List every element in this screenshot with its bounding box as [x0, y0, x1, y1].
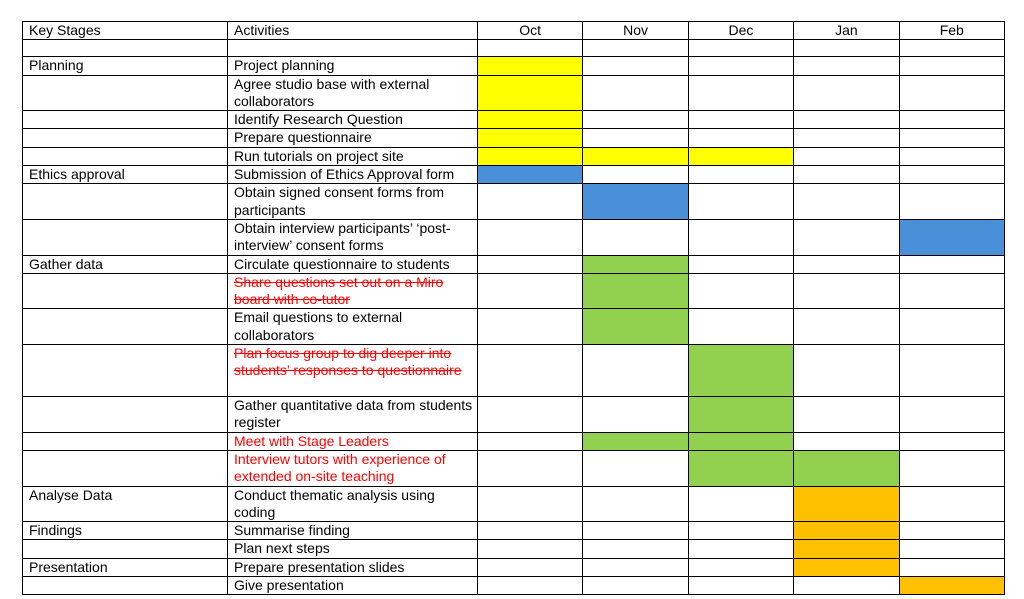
month-cell-feb	[899, 540, 1004, 558]
month-cell-jan	[794, 40, 899, 57]
month-cell-feb	[899, 255, 1004, 273]
month-cell-dec	[688, 184, 793, 220]
month-cell-dec	[688, 255, 793, 273]
activity-cell	[228, 40, 478, 57]
key-stage-cell	[23, 147, 228, 165]
month-cell-oct	[478, 450, 583, 486]
month-cell-jan	[794, 166, 899, 184]
key-stage-cell: Gather data	[23, 255, 228, 273]
month-cell-oct	[478, 255, 583, 273]
month-cell-jan	[794, 397, 899, 433]
month-cell-oct	[478, 345, 583, 397]
month-cell-nov	[583, 432, 688, 450]
activity-cell: Circulate questionnaire to students	[228, 255, 478, 273]
month-cell-jan	[794, 540, 899, 558]
table-row	[23, 111, 1005, 129]
month-cell-nov	[583, 40, 688, 57]
month-cell-oct	[478, 309, 583, 345]
key-stage-cell	[23, 75, 228, 111]
header-month-feb: Feb	[899, 22, 1004, 40]
month-cell-feb	[899, 184, 1004, 220]
key-stage-cell: Findings	[23, 522, 228, 540]
table-row	[23, 273, 1005, 309]
month-cell-nov	[583, 397, 688, 433]
activity-cell: Share questions set out on a Miro board with co-tutor	[228, 273, 478, 309]
header-row	[23, 22, 1005, 40]
header-month-jan: Jan	[794, 22, 899, 40]
month-cell-feb	[899, 577, 1004, 595]
activity-cell: Meet with Stage Leaders	[228, 432, 478, 450]
month-cell-feb	[899, 558, 1004, 576]
month-cell-dec	[688, 450, 793, 486]
month-cell-feb	[899, 129, 1004, 147]
month-cell-dec	[688, 129, 793, 147]
activity-cell: Plan next steps	[228, 540, 478, 558]
month-cell-dec	[688, 577, 793, 595]
table-row	[23, 184, 1005, 220]
key-stage-cell: Planning	[23, 57, 228, 75]
month-cell-jan	[794, 558, 899, 576]
key-stage-cell	[23, 219, 228, 255]
activity-cell: Obtain signed consent forms from participants	[228, 184, 478, 220]
gantt-table	[22, 21, 1005, 595]
activity-cell: Identify Research Question	[228, 111, 478, 129]
month-cell-jan	[794, 57, 899, 75]
month-cell-feb	[899, 111, 1004, 129]
key-stage-cell	[23, 184, 228, 220]
month-cell-nov	[583, 147, 688, 165]
month-cell-jan	[794, 273, 899, 309]
month-cell-jan	[794, 522, 899, 540]
month-cell-oct	[478, 273, 583, 309]
month-cell-dec	[688, 486, 793, 522]
key-stage-cell	[23, 40, 228, 57]
month-cell-nov	[583, 558, 688, 576]
activity-cell: Email questions to external collaborators	[228, 309, 478, 345]
table-row	[23, 558, 1005, 576]
key-stage-cell	[23, 345, 228, 397]
table-row	[23, 255, 1005, 273]
table-row	[23, 129, 1005, 147]
month-cell-nov	[583, 129, 688, 147]
month-cell-feb	[899, 40, 1004, 57]
month-cell-dec	[688, 219, 793, 255]
gantt-body	[23, 40, 1005, 595]
month-cell-oct	[478, 147, 583, 165]
month-cell-oct	[478, 432, 583, 450]
month-cell-jan	[794, 147, 899, 165]
month-cell-nov	[583, 219, 688, 255]
month-cell-dec	[688, 166, 793, 184]
activity-cell: Gather quantitative data from students register	[228, 397, 478, 433]
month-cell-nov	[583, 111, 688, 129]
month-cell-nov	[583, 540, 688, 558]
month-cell-nov	[583, 75, 688, 111]
month-cell-oct	[478, 75, 583, 111]
activity-cell: Interview tutors with experience of extended on-site teaching	[228, 450, 478, 486]
activity-cell: Agree studio base with external collaborators	[228, 75, 478, 111]
table-row	[23, 432, 1005, 450]
table-row	[23, 219, 1005, 255]
month-cell-jan	[794, 450, 899, 486]
month-cell-jan	[794, 75, 899, 111]
month-cell-oct	[478, 184, 583, 220]
table-row	[23, 522, 1005, 540]
month-cell-oct	[478, 558, 583, 576]
month-cell-oct	[478, 57, 583, 75]
key-stage-cell: Ethics approval	[23, 166, 228, 184]
table-row	[23, 309, 1005, 345]
month-cell-jan	[794, 255, 899, 273]
month-cell-nov	[583, 486, 688, 522]
month-cell-feb	[899, 432, 1004, 450]
month-cell-feb	[899, 273, 1004, 309]
key-stage-cell	[23, 129, 228, 147]
month-cell-nov	[583, 522, 688, 540]
month-cell-oct	[478, 40, 583, 57]
month-cell-jan	[794, 184, 899, 220]
key-stage-cell	[23, 577, 228, 595]
month-cell-jan	[794, 219, 899, 255]
month-cell-oct	[478, 129, 583, 147]
month-cell-oct	[478, 522, 583, 540]
header-activities: Activities	[228, 22, 478, 40]
table-row	[23, 40, 1005, 57]
month-cell-jan	[794, 432, 899, 450]
header-key-stages: Key Stages	[23, 22, 228, 40]
table-row	[23, 397, 1005, 433]
table-row	[23, 486, 1005, 522]
month-cell-nov	[583, 273, 688, 309]
month-cell-dec	[688, 309, 793, 345]
month-cell-nov	[583, 166, 688, 184]
month-cell-jan	[794, 486, 899, 522]
key-stage-cell: Presentation	[23, 558, 228, 576]
key-stage-cell	[23, 273, 228, 309]
month-cell-oct	[478, 219, 583, 255]
activity-cell: Submission of Ethics Approval form	[228, 166, 478, 184]
month-cell-jan	[794, 309, 899, 345]
month-cell-dec	[688, 40, 793, 57]
month-cell-dec	[688, 540, 793, 558]
month-cell-jan	[794, 345, 899, 397]
month-cell-dec	[688, 558, 793, 576]
activity-cell: Prepare questionnaire	[228, 129, 478, 147]
month-cell-dec	[688, 75, 793, 111]
table-row	[23, 540, 1005, 558]
month-cell-dec	[688, 273, 793, 309]
activity-cell: Plan focus group to dig deeper into students’ responses to questionnaire	[228, 345, 478, 397]
key-stage-cell	[23, 111, 228, 129]
activity-cell: Give presentation	[228, 577, 478, 595]
month-cell-feb	[899, 57, 1004, 75]
month-cell-feb	[899, 450, 1004, 486]
month-cell-feb	[899, 486, 1004, 522]
activity-cell: Obtain interview participants’ ‘post-interview’ consent forms	[228, 219, 478, 255]
month-cell-oct	[478, 166, 583, 184]
table-row	[23, 75, 1005, 111]
activity-cell: Run tutorials on project site	[228, 147, 478, 165]
month-cell-feb	[899, 166, 1004, 184]
month-cell-feb	[899, 147, 1004, 165]
month-cell-feb	[899, 75, 1004, 111]
header-month-nov: Nov	[583, 22, 688, 40]
key-stage-cell	[23, 397, 228, 433]
month-cell-jan	[794, 129, 899, 147]
month-cell-dec	[688, 397, 793, 433]
key-stage-cell	[23, 309, 228, 345]
month-cell-feb	[899, 397, 1004, 433]
activity-cell: Prepare presentation slides	[228, 558, 478, 576]
month-cell-nov	[583, 184, 688, 220]
month-cell-oct	[478, 397, 583, 433]
month-cell-jan	[794, 577, 899, 595]
header-month-dec: Dec	[688, 22, 793, 40]
header-month-oct: Oct	[478, 22, 583, 40]
month-cell-nov	[583, 57, 688, 75]
month-cell-nov	[583, 577, 688, 595]
table-row	[23, 57, 1005, 75]
month-cell-dec	[688, 522, 793, 540]
key-stage-cell	[23, 450, 228, 486]
month-cell-oct	[478, 540, 583, 558]
key-stage-cell: Analyse Data	[23, 486, 228, 522]
month-cell-dec	[688, 111, 793, 129]
month-cell-dec	[688, 147, 793, 165]
table-row	[23, 450, 1005, 486]
month-cell-dec	[688, 57, 793, 75]
month-cell-feb	[899, 345, 1004, 397]
month-cell-dec	[688, 432, 793, 450]
month-cell-dec	[688, 345, 793, 397]
month-cell-feb	[899, 219, 1004, 255]
table-row	[23, 147, 1005, 165]
table-row	[23, 345, 1005, 397]
month-cell-oct	[478, 577, 583, 595]
month-cell-oct	[478, 486, 583, 522]
month-cell-nov	[583, 255, 688, 273]
table-row	[23, 166, 1005, 184]
activity-cell: Conduct thematic analysis using coding	[228, 486, 478, 522]
month-cell-oct	[478, 111, 583, 129]
month-cell-feb	[899, 522, 1004, 540]
activity-cell: Project planning	[228, 57, 478, 75]
table-row	[23, 577, 1005, 595]
month-cell-nov	[583, 450, 688, 486]
month-cell-feb	[899, 309, 1004, 345]
key-stage-cell	[23, 540, 228, 558]
month-cell-nov	[583, 309, 688, 345]
key-stage-cell	[23, 432, 228, 450]
activity-cell: Summarise finding	[228, 522, 478, 540]
month-cell-jan	[794, 111, 899, 129]
month-cell-nov	[583, 345, 688, 397]
